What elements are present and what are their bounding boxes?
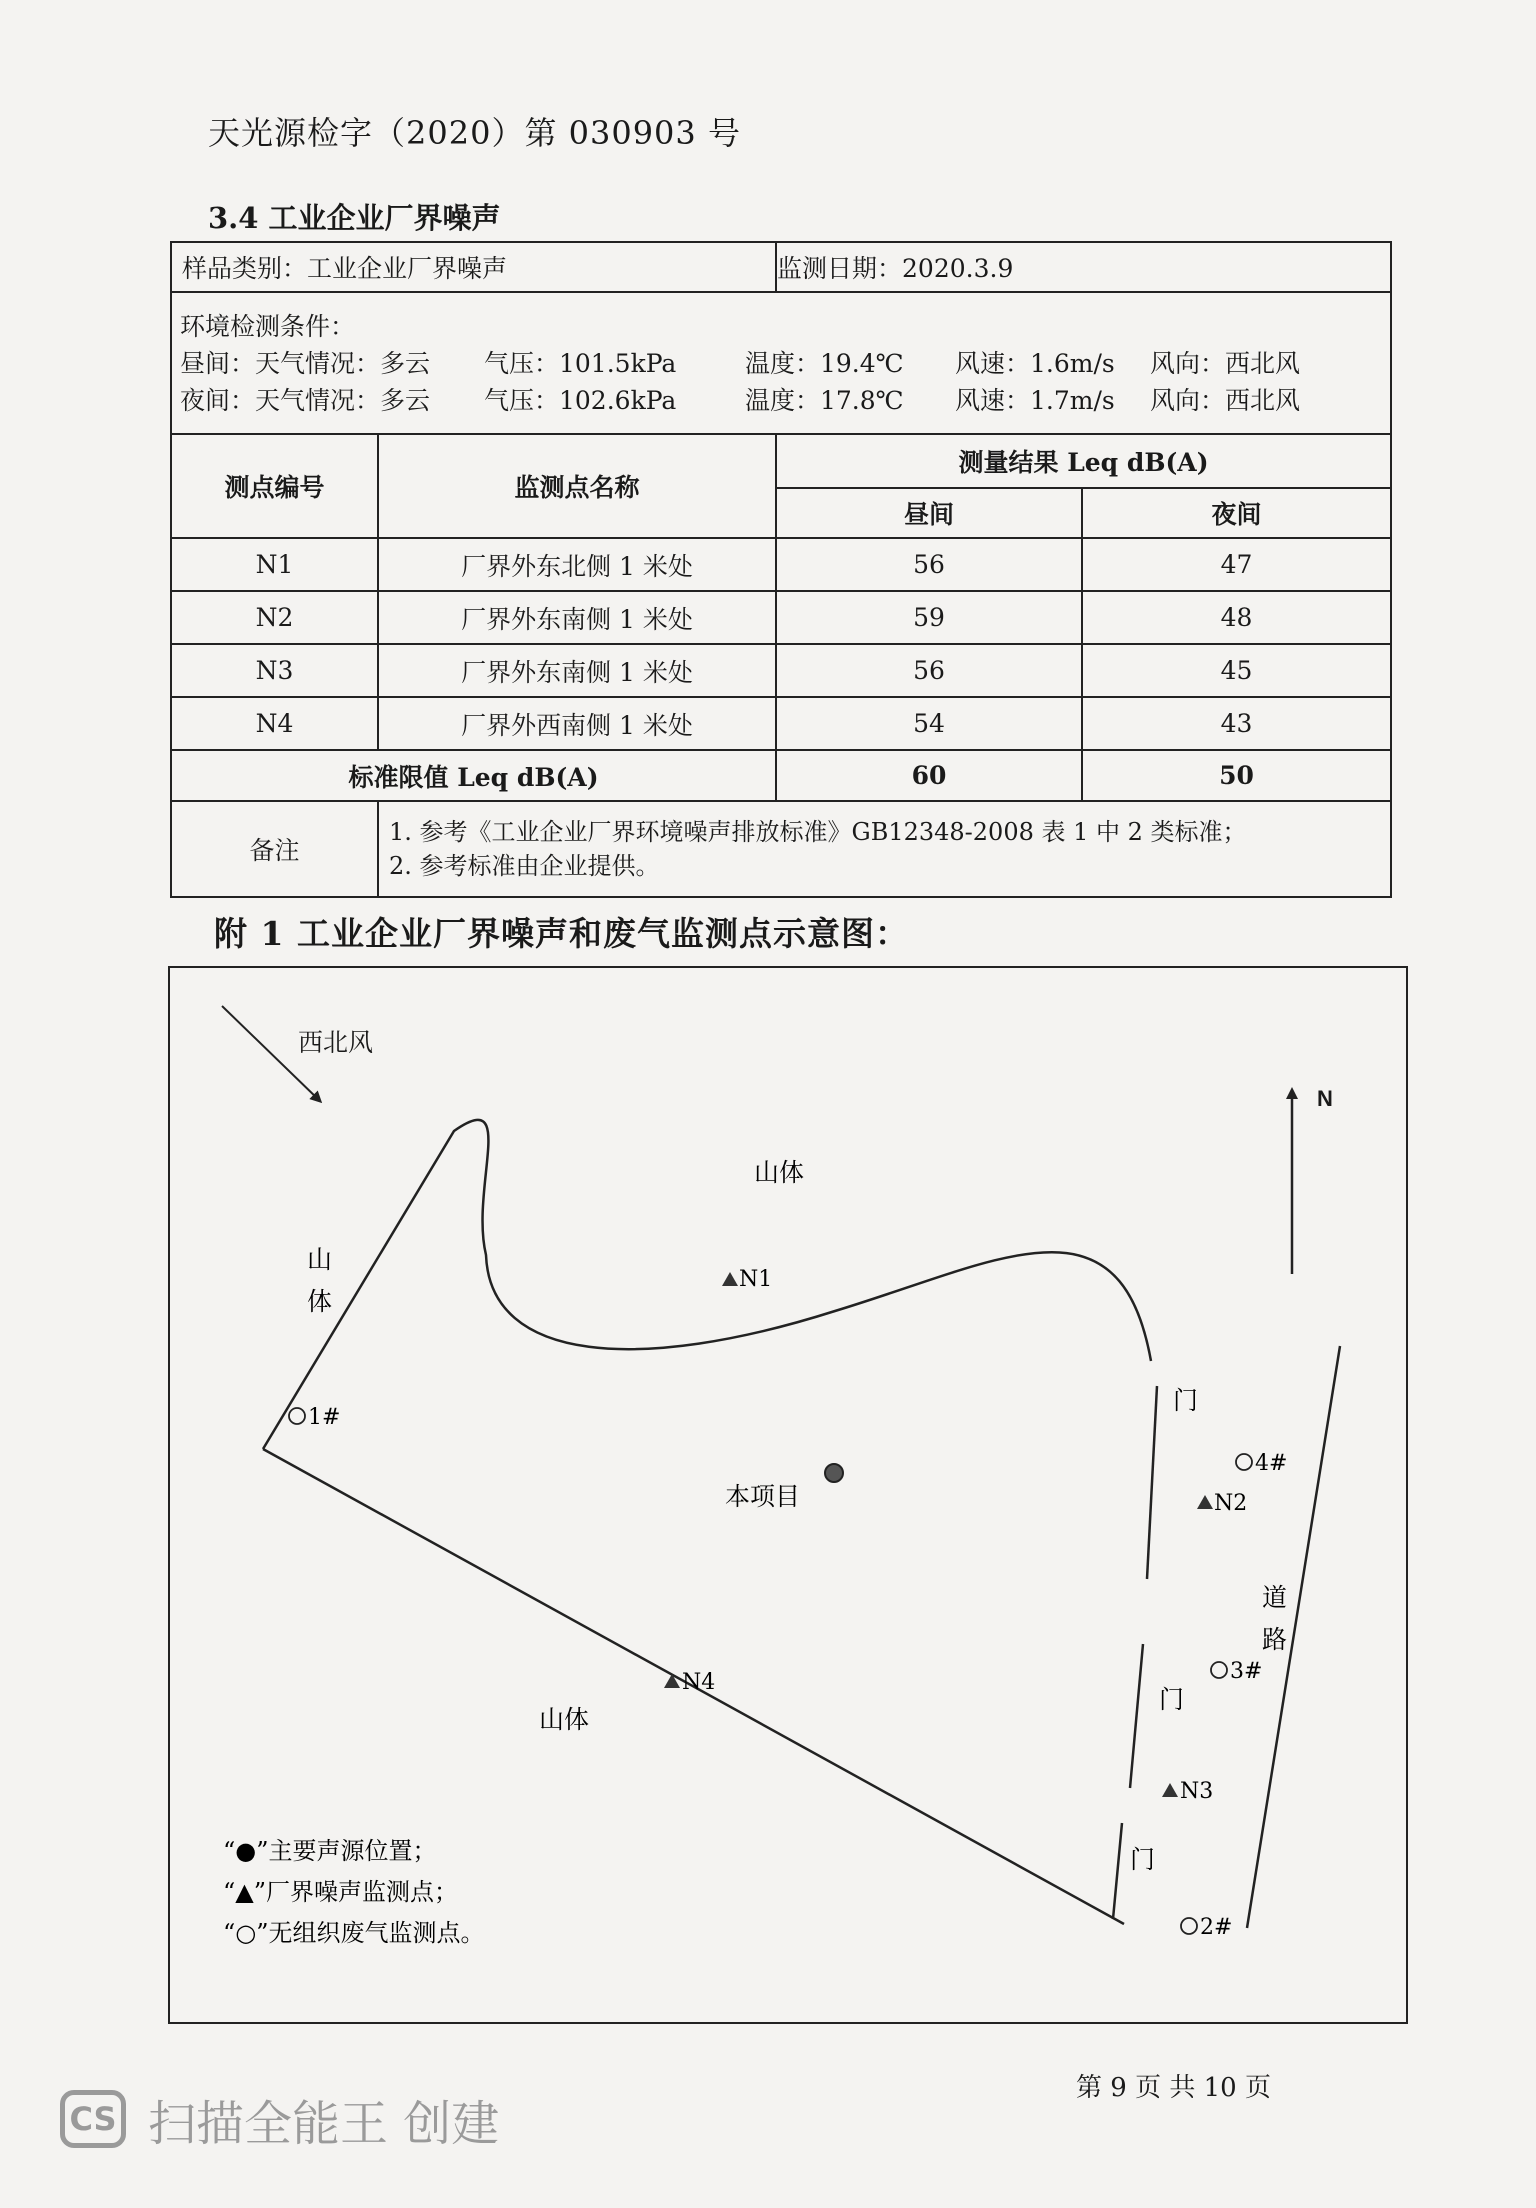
header-point-id: 测点编号 — [171, 434, 378, 538]
limit-day-value: 60 — [776, 750, 1082, 801]
gate-label: 门 — [1130, 1845, 1156, 1874]
appendix-title: 附 1 工业企业厂界噪声和废气监测点示意图： — [214, 914, 909, 953]
env-night-temperature: 温度：17.8℃ — [745, 385, 904, 415]
noise-point-n2 — [1197, 1491, 1247, 1516]
legend-item: “○”无组织废气监测点。 — [223, 1919, 485, 1947]
scanner-watermark — [60, 2084, 499, 2154]
cell-point-id: N3 — [171, 644, 378, 697]
header-result: 测量结果 Leq dB(A) — [776, 434, 1391, 488]
noise-point-label: N4 — [682, 1670, 716, 1695]
cell-day-value: 54 — [776, 697, 1082, 750]
legend-item: “●”主要声源位置； — [223, 1837, 437, 1865]
gas-point-2 — [1181, 1915, 1232, 1940]
gas-point-label: 4# — [1255, 1451, 1288, 1476]
site-boundary-north — [263, 1120, 1151, 1449]
env-night-wind-direction: 风向：西北风 — [1150, 385, 1301, 415]
env-day-wind-speed: 风速：1.6m/s — [955, 348, 1115, 378]
cell-day-value: 56 — [776, 538, 1082, 591]
noise-point-label: N2 — [1214, 1491, 1248, 1516]
env-night-wind-speed: 风速：1.7m/s — [955, 385, 1115, 415]
noise-point-n3 — [1162, 1779, 1213, 1804]
page-number: 第 9 页 共 10 页 — [1076, 2073, 1271, 2103]
noise-point-label: N3 — [1180, 1779, 1214, 1804]
env-title: 环境检测条件： — [180, 311, 356, 341]
remarks-label: 备注 — [171, 801, 378, 897]
project-label: 本项目 — [725, 1482, 801, 1511]
north-label: N — [1317, 1086, 1333, 1111]
cell-day-value: 56 — [776, 644, 1082, 697]
report-number: 天光源检字（2020）第 030903 号 — [208, 114, 741, 152]
remarks-row — [171, 801, 1391, 897]
header-day: 昼间 — [776, 488, 1082, 538]
gas-point-3 — [1211, 1659, 1262, 1684]
gas-point-4 — [1236, 1451, 1287, 1476]
map-drawing — [170, 968, 1406, 2022]
watermark-text: 扫描全能王 创建 — [148, 2095, 500, 2152]
cell-point-name: 厂界外东南侧 1 米处 — [378, 591, 776, 644]
gas-point-1 — [289, 1405, 340, 1430]
cell-night-value: 43 — [1082, 697, 1391, 750]
cell-point-name: 厂界外东北侧 1 米处 — [378, 538, 776, 591]
table-row — [171, 697, 1391, 750]
cell-point-name: 厂界外东南侧 1 米处 — [378, 644, 776, 697]
env-day-pressure: 气压：101.5kPa — [484, 348, 677, 378]
mountain-label-left: 山 — [307, 1245, 333, 1274]
cell-point-id: N4 — [171, 697, 378, 750]
env-night-label: 夜间：天气情况：多云 — [180, 385, 431, 415]
remark-line: 2. 参考标准由企业提供。 — [389, 852, 660, 880]
noise-results-table — [170, 241, 1392, 898]
gas-point-label: 1# — [308, 1405, 341, 1430]
section-title: 3.4 工业企业厂界噪声 — [208, 201, 501, 235]
mountain-label-bottom: 山体 — [539, 1705, 590, 1734]
east-wall-segment — [1147, 1386, 1157, 1579]
mountain-label-top: 山体 — [754, 1158, 805, 1187]
sample-category: 样品类别：工业企业厂界噪声 — [171, 242, 776, 292]
cell-point-name: 厂界外西南侧 1 米处 — [378, 697, 776, 750]
noise-point-label: N1 — [739, 1267, 773, 1292]
gas-point-label: 2# — [1200, 1915, 1233, 1940]
header-night: 夜间 — [1082, 488, 1391, 538]
remarks-content — [378, 801, 1391, 897]
camscanner-logo: CS — [60, 2090, 126, 2148]
cell-night-value: 48 — [1082, 591, 1391, 644]
cell-night-value: 47 — [1082, 538, 1391, 591]
monitoring-date: 监测日期：2020.3.9 — [776, 242, 1391, 292]
cell-day-value: 59 — [776, 591, 1082, 644]
mountain-label-left: 体 — [307, 1287, 333, 1316]
cell-night-value: 45 — [1082, 644, 1391, 697]
legend-item: “▲”厂界噪声监测点； — [223, 1878, 458, 1906]
table-row — [171, 644, 1391, 697]
road-label: 路 — [1262, 1625, 1288, 1654]
env-night-row — [180, 382, 1382, 419]
road-edge — [1247, 1346, 1340, 1928]
gas-point-label: 3# — [1230, 1659, 1263, 1684]
noise-point-n1 — [722, 1267, 772, 1292]
cell-point-id: N2 — [171, 591, 378, 644]
main-noise-source — [825, 1464, 843, 1482]
limit-row — [171, 750, 1391, 801]
remark-line: 1. 参考《工业企业厂界环境噪声排放标准》GB12348-2008 表 1 中 2 类标准； — [389, 818, 1247, 846]
monitoring-point-map — [168, 966, 1408, 2024]
env-day-wind-direction: 风向：西北风 — [1150, 348, 1301, 378]
limit-night-value: 50 — [1082, 750, 1391, 801]
header-point-name: 监测点名称 — [378, 434, 776, 538]
limit-label: 标准限值 Leq dB(A) — [171, 750, 776, 801]
gate-label: 门 — [1173, 1386, 1199, 1415]
gate-label: 门 — [1159, 1685, 1185, 1714]
table-row — [171, 538, 1391, 591]
env-day-label: 昼间：天气情况：多云 — [180, 348, 431, 378]
road-label: 道 — [1262, 1583, 1288, 1612]
cell-point-id: N1 — [171, 538, 378, 591]
environment-conditions — [171, 292, 1391, 434]
map-legend — [223, 1837, 484, 1947]
env-night-pressure: 气压：102.6kPa — [484, 385, 677, 415]
east-wall-segment — [1130, 1644, 1143, 1788]
env-day-row — [180, 345, 1382, 382]
table-row — [171, 591, 1391, 644]
env-day-temperature: 温度：19.4℃ — [745, 348, 904, 378]
wind-label: 西北风 — [298, 1028, 374, 1057]
east-wall-segment — [1113, 1823, 1122, 1919]
